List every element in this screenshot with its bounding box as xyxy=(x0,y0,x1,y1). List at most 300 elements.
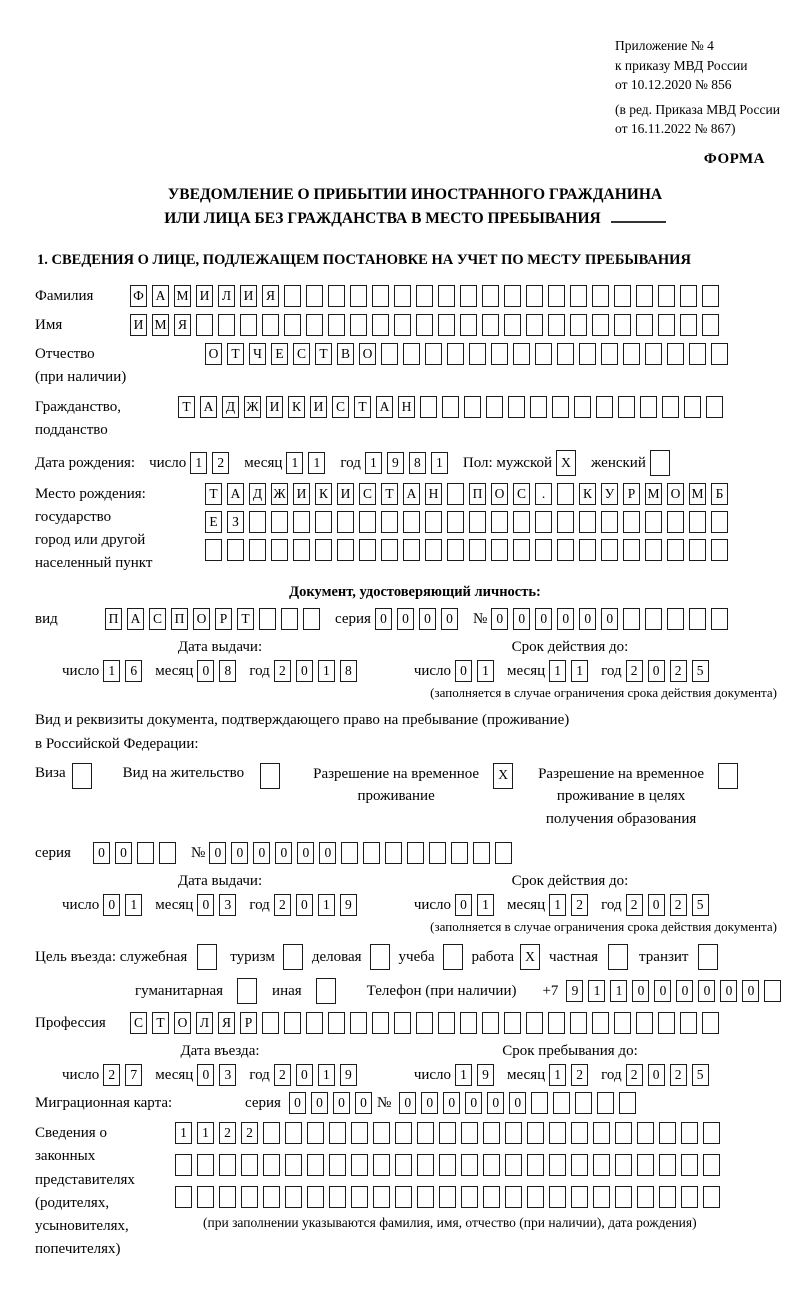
char-cell[interactable] xyxy=(505,1154,522,1176)
char-cell[interactable] xyxy=(680,314,697,336)
char-cell[interactable]: 0 xyxy=(311,1092,328,1114)
patronymic-cells[interactable] xyxy=(205,343,733,365)
char-cell[interactable] xyxy=(548,314,565,336)
char-cell[interactable] xyxy=(549,1154,566,1176)
char-cell[interactable] xyxy=(571,1154,588,1176)
permit-expiry-year-cells[interactable] xyxy=(626,894,714,916)
birth-month-cells[interactable] xyxy=(286,452,330,474)
char-cell[interactable] xyxy=(658,314,675,336)
char-cell[interactable]: 1 xyxy=(431,452,448,474)
char-cell[interactable]: 8 xyxy=(409,452,426,474)
char-cell[interactable] xyxy=(395,1186,412,1208)
char-cell[interactable]: И xyxy=(293,483,310,505)
char-cell[interactable] xyxy=(491,511,508,533)
char-cell[interactable] xyxy=(359,539,376,561)
char-cell[interactable] xyxy=(508,396,525,418)
lastname-cells[interactable] xyxy=(130,285,724,307)
char-cell[interactable] xyxy=(570,314,587,336)
char-cell[interactable] xyxy=(645,511,662,533)
char-cell[interactable]: 0 xyxy=(253,842,270,864)
char-cell[interactable] xyxy=(614,314,631,336)
char-cell[interactable] xyxy=(614,1012,631,1034)
char-cell[interactable]: 1 xyxy=(103,660,120,682)
char-cell[interactable]: О xyxy=(667,483,684,505)
permit-expiry-day-cells[interactable] xyxy=(455,894,499,916)
char-cell[interactable] xyxy=(623,511,640,533)
char-cell[interactable] xyxy=(370,944,390,970)
char-cell[interactable] xyxy=(557,483,574,505)
char-cell[interactable]: О xyxy=(193,608,210,630)
permit-number-cells[interactable] xyxy=(209,842,517,864)
char-cell[interactable] xyxy=(702,314,719,336)
purpose-private-checkbox[interactable] xyxy=(608,944,633,970)
char-cell[interactable]: 0 xyxy=(197,894,214,916)
char-cell[interactable] xyxy=(667,539,684,561)
stay-day-cells[interactable] xyxy=(455,1064,499,1086)
char-cell[interactable] xyxy=(593,1122,610,1144)
char-cell[interactable]: 0 xyxy=(103,894,120,916)
char-cell[interactable] xyxy=(385,842,402,864)
char-cell[interactable]: 1 xyxy=(308,452,325,474)
char-cell[interactable] xyxy=(469,511,486,533)
char-cell[interactable]: Т xyxy=(237,608,254,630)
purpose-business-checkbox[interactable] xyxy=(370,944,395,970)
char-cell[interactable]: 2 xyxy=(626,1064,643,1086)
char-cell[interactable]: И xyxy=(337,483,354,505)
char-cell[interactable]: 0 xyxy=(465,1092,482,1114)
char-cell[interactable]: П xyxy=(105,608,122,630)
char-cell[interactable]: К xyxy=(579,483,596,505)
char-cell[interactable] xyxy=(72,763,92,789)
char-cell[interactable]: А xyxy=(403,483,420,505)
phone-cells[interactable] xyxy=(566,980,786,1002)
char-cell[interactable]: Р xyxy=(215,608,232,630)
char-cell[interactable] xyxy=(407,842,424,864)
char-cell[interactable] xyxy=(451,842,468,864)
char-cell[interactable] xyxy=(636,314,653,336)
char-cell[interactable] xyxy=(702,285,719,307)
char-cell[interactable] xyxy=(447,483,464,505)
char-cell[interactable]: 0 xyxy=(648,1064,665,1086)
char-cell[interactable] xyxy=(505,1186,522,1208)
char-cell[interactable] xyxy=(592,285,609,307)
char-cell[interactable] xyxy=(417,1154,434,1176)
char-cell[interactable] xyxy=(681,1122,698,1144)
char-cell[interactable] xyxy=(601,343,618,365)
char-cell[interactable]: 0 xyxy=(676,980,693,1002)
sex-female-checkbox[interactable] xyxy=(650,450,675,476)
char-cell[interactable]: Я xyxy=(262,285,279,307)
char-cell[interactable] xyxy=(438,1012,455,1034)
char-cell[interactable]: 0 xyxy=(197,660,214,682)
char-cell[interactable] xyxy=(306,314,323,336)
char-cell[interactable] xyxy=(439,1122,456,1144)
char-cell[interactable]: М xyxy=(152,314,169,336)
char-cell[interactable]: 1 xyxy=(318,1064,335,1086)
char-cell[interactable] xyxy=(262,1012,279,1034)
char-cell[interactable]: 2 xyxy=(626,660,643,682)
char-cell[interactable] xyxy=(394,1012,411,1034)
char-cell[interactable] xyxy=(284,285,301,307)
char-cell[interactable] xyxy=(571,1122,588,1144)
char-cell[interactable] xyxy=(718,763,738,789)
birthplace-cells-row1[interactable] xyxy=(205,483,733,505)
char-cell[interactable] xyxy=(241,1154,258,1176)
char-cell[interactable]: 1 xyxy=(197,1122,214,1144)
firstname-cells[interactable] xyxy=(130,314,724,336)
char-cell[interactable] xyxy=(608,944,628,970)
char-cell[interactable]: К xyxy=(288,396,305,418)
char-cell[interactable] xyxy=(394,314,411,336)
char-cell[interactable] xyxy=(363,842,380,864)
char-cell[interactable] xyxy=(684,396,701,418)
char-cell[interactable] xyxy=(307,1186,324,1208)
char-cell[interactable] xyxy=(372,314,389,336)
birthplace-cells-row3[interactable] xyxy=(205,539,733,561)
char-cell[interactable] xyxy=(443,944,463,970)
char-cell[interactable]: С xyxy=(332,396,349,418)
char-cell[interactable]: . xyxy=(535,483,552,505)
char-cell[interactable]: 1 xyxy=(455,1064,472,1086)
stay-year-cells[interactable] xyxy=(626,1064,714,1086)
char-cell[interactable] xyxy=(505,1122,522,1144)
char-cell[interactable]: Т xyxy=(152,1012,169,1034)
char-cell[interactable] xyxy=(447,539,464,561)
char-cell[interactable] xyxy=(553,1092,570,1114)
char-cell[interactable] xyxy=(711,608,728,630)
char-cell[interactable] xyxy=(328,285,345,307)
char-cell[interactable]: 0 xyxy=(399,1092,416,1114)
char-cell[interactable] xyxy=(429,842,446,864)
char-cell[interactable]: Е xyxy=(205,511,222,533)
sex-male-checkbox[interactable] xyxy=(556,450,581,476)
char-cell[interactable] xyxy=(372,285,389,307)
permit-issue-month-cells[interactable] xyxy=(197,894,241,916)
stay-month-cells[interactable] xyxy=(549,1064,593,1086)
char-cell[interactable] xyxy=(259,608,276,630)
char-cell[interactable] xyxy=(473,842,490,864)
char-cell[interactable] xyxy=(420,396,437,418)
char-cell[interactable] xyxy=(574,396,591,418)
char-cell[interactable] xyxy=(579,539,596,561)
char-cell[interactable]: 2 xyxy=(670,894,687,916)
char-cell[interactable]: 3 xyxy=(219,894,236,916)
char-cell[interactable]: Н xyxy=(425,483,442,505)
char-cell[interactable]: 0 xyxy=(296,894,313,916)
char-cell[interactable] xyxy=(615,1186,632,1208)
char-cell[interactable] xyxy=(645,343,662,365)
char-cell[interactable] xyxy=(237,978,257,1004)
char-cell[interactable] xyxy=(495,842,512,864)
char-cell[interactable] xyxy=(271,511,288,533)
char-cell[interactable]: 0 xyxy=(296,1064,313,1086)
char-cell[interactable] xyxy=(328,1012,345,1034)
char-cell[interactable] xyxy=(504,1012,521,1034)
char-cell[interactable]: 2 xyxy=(571,894,588,916)
char-cell[interactable]: 9 xyxy=(340,1064,357,1086)
char-cell[interactable] xyxy=(227,539,244,561)
char-cell[interactable]: 1 xyxy=(549,894,566,916)
char-cell[interactable] xyxy=(706,396,723,418)
char-cell[interactable]: Б xyxy=(711,483,728,505)
char-cell[interactable] xyxy=(271,539,288,561)
char-cell[interactable]: 0 xyxy=(231,842,248,864)
char-cell[interactable]: 0 xyxy=(93,842,110,864)
mig-series-cells[interactable] xyxy=(289,1092,377,1114)
char-cell[interactable] xyxy=(328,314,345,336)
char-cell[interactable] xyxy=(703,1122,720,1144)
char-cell[interactable] xyxy=(249,539,266,561)
char-cell[interactable]: Т xyxy=(315,343,332,365)
char-cell[interactable] xyxy=(175,1186,192,1208)
char-cell[interactable] xyxy=(341,842,358,864)
char-cell[interactable] xyxy=(425,343,442,365)
char-cell[interactable] xyxy=(689,343,706,365)
char-cell[interactable] xyxy=(447,343,464,365)
char-cell[interactable]: 0 xyxy=(375,608,392,630)
char-cell[interactable] xyxy=(337,511,354,533)
char-cell[interactable] xyxy=(658,1012,675,1034)
char-cell[interactable]: 2 xyxy=(241,1122,258,1144)
char-cell[interactable] xyxy=(703,1154,720,1176)
char-cell[interactable] xyxy=(316,978,336,1004)
char-cell[interactable]: Т xyxy=(205,483,222,505)
char-cell[interactable] xyxy=(425,511,442,533)
char-cell[interactable] xyxy=(680,1012,697,1034)
char-cell[interactable] xyxy=(417,1122,434,1144)
char-cell[interactable] xyxy=(527,1122,544,1144)
char-cell[interactable]: 2 xyxy=(103,1064,120,1086)
char-cell[interactable]: И xyxy=(130,314,147,336)
char-cell[interactable]: 0 xyxy=(289,1092,306,1114)
char-cell[interactable]: Я xyxy=(174,314,191,336)
char-cell[interactable] xyxy=(381,511,398,533)
char-cell[interactable]: З xyxy=(227,511,244,533)
visa-checkbox[interactable] xyxy=(72,763,97,789)
char-cell[interactable] xyxy=(681,1154,698,1176)
char-cell[interactable]: 1 xyxy=(365,452,382,474)
birthplace-cells-row2[interactable] xyxy=(205,511,733,533)
char-cell[interactable] xyxy=(263,1154,280,1176)
char-cell[interactable]: X xyxy=(520,944,540,970)
doc-expiry-year-cells[interactable] xyxy=(626,660,714,682)
char-cell[interactable]: 2 xyxy=(274,894,291,916)
char-cell[interactable] xyxy=(548,1012,565,1034)
char-cell[interactable] xyxy=(667,511,684,533)
char-cell[interactable] xyxy=(513,511,530,533)
char-cell[interactable]: О xyxy=(359,343,376,365)
char-cell[interactable] xyxy=(615,1122,632,1144)
char-cell[interactable] xyxy=(285,1186,302,1208)
char-cell[interactable] xyxy=(306,285,323,307)
entry-day-cells[interactable] xyxy=(103,1064,147,1086)
char-cell[interactable] xyxy=(460,314,477,336)
char-cell[interactable]: 0 xyxy=(209,842,226,864)
char-cell[interactable] xyxy=(293,539,310,561)
char-cell[interactable]: 1 xyxy=(588,980,605,1002)
char-cell[interactable]: А xyxy=(152,285,169,307)
char-cell[interactable] xyxy=(662,396,679,418)
char-cell[interactable]: 9 xyxy=(340,894,357,916)
purpose-other-checkbox[interactable] xyxy=(316,978,341,1004)
char-cell[interactable] xyxy=(373,1186,390,1208)
char-cell[interactable]: 0 xyxy=(443,1092,460,1114)
char-cell[interactable] xyxy=(504,285,521,307)
char-cell[interactable]: М xyxy=(174,285,191,307)
char-cell[interactable]: Р xyxy=(623,483,640,505)
char-cell[interactable] xyxy=(197,1154,214,1176)
char-cell[interactable] xyxy=(623,343,640,365)
char-cell[interactable]: 5 xyxy=(692,660,709,682)
char-cell[interactable] xyxy=(205,539,222,561)
char-cell[interactable]: 1 xyxy=(477,894,494,916)
char-cell[interactable]: 0 xyxy=(742,980,759,1002)
edu-permit-checkbox[interactable] xyxy=(718,763,743,789)
char-cell[interactable] xyxy=(711,343,728,365)
char-cell[interactable]: В xyxy=(337,343,354,365)
char-cell[interactable]: 0 xyxy=(115,842,132,864)
char-cell[interactable]: Е xyxy=(271,343,288,365)
char-cell[interactable]: 2 xyxy=(670,660,687,682)
char-cell[interactable] xyxy=(659,1122,676,1144)
char-cell[interactable] xyxy=(486,396,503,418)
char-cell[interactable] xyxy=(351,1154,368,1176)
char-cell[interactable]: 3 xyxy=(219,1064,236,1086)
char-cell[interactable] xyxy=(461,1186,478,1208)
residence-permit-checkbox[interactable] xyxy=(260,763,285,789)
char-cell[interactable] xyxy=(527,1154,544,1176)
char-cell[interactable] xyxy=(592,314,609,336)
char-cell[interactable] xyxy=(689,608,706,630)
char-cell[interactable] xyxy=(575,1092,592,1114)
char-cell[interactable] xyxy=(293,511,310,533)
char-cell[interactable]: 0 xyxy=(698,980,715,1002)
char-cell[interactable]: 2 xyxy=(274,660,291,682)
char-cell[interactable] xyxy=(394,285,411,307)
char-cell[interactable] xyxy=(439,1186,456,1208)
char-cell[interactable]: К xyxy=(315,483,332,505)
char-cell[interactable]: 2 xyxy=(626,894,643,916)
char-cell[interactable] xyxy=(438,285,455,307)
char-cell[interactable] xyxy=(249,511,266,533)
char-cell[interactable] xyxy=(658,285,675,307)
char-cell[interactable]: Ж xyxy=(271,483,288,505)
char-cell[interactable] xyxy=(381,343,398,365)
char-cell[interactable] xyxy=(403,511,420,533)
char-cell[interactable]: 1 xyxy=(318,660,335,682)
char-cell[interactable]: Л xyxy=(218,285,235,307)
char-cell[interactable]: 2 xyxy=(219,1122,236,1144)
char-cell[interactable] xyxy=(403,343,420,365)
char-cell[interactable] xyxy=(482,1012,499,1034)
char-cell[interactable] xyxy=(504,314,521,336)
char-cell[interactable] xyxy=(535,539,552,561)
char-cell[interactable]: 0 xyxy=(333,1092,350,1114)
char-cell[interactable] xyxy=(596,396,613,418)
char-cell[interactable]: О xyxy=(491,483,508,505)
birth-day-cells[interactable] xyxy=(190,452,234,474)
char-cell[interactable]: 1 xyxy=(549,660,566,682)
char-cell[interactable] xyxy=(659,1154,676,1176)
char-cell[interactable]: 0 xyxy=(455,894,472,916)
char-cell[interactable] xyxy=(681,1186,698,1208)
char-cell[interactable]: И xyxy=(196,285,213,307)
char-cell[interactable]: 9 xyxy=(387,452,404,474)
char-cell[interactable]: А xyxy=(376,396,393,418)
char-cell[interactable] xyxy=(219,1154,236,1176)
char-cell[interactable]: Т xyxy=(381,483,398,505)
char-cell[interactable] xyxy=(570,285,587,307)
mig-number-cells[interactable] xyxy=(399,1092,641,1114)
char-cell[interactable] xyxy=(615,1154,632,1176)
char-cell[interactable] xyxy=(549,1122,566,1144)
char-cell[interactable]: 2 xyxy=(670,1064,687,1086)
purpose-transit-checkbox[interactable] xyxy=(698,944,723,970)
char-cell[interactable] xyxy=(513,343,530,365)
char-cell[interactable]: 2 xyxy=(212,452,229,474)
char-cell[interactable] xyxy=(526,285,543,307)
char-cell[interactable] xyxy=(350,285,367,307)
char-cell[interactable] xyxy=(548,285,565,307)
char-cell[interactable]: 2 xyxy=(571,1064,588,1086)
char-cell[interactable]: 0 xyxy=(535,608,552,630)
purpose-official-checkbox[interactable] xyxy=(197,944,222,970)
char-cell[interactable] xyxy=(483,1122,500,1144)
char-cell[interactable]: С xyxy=(130,1012,147,1034)
temp-permit-checkbox[interactable] xyxy=(493,763,518,789)
char-cell[interactable] xyxy=(570,1012,587,1034)
char-cell[interactable]: 1 xyxy=(318,894,335,916)
char-cell[interactable] xyxy=(698,944,718,970)
char-cell[interactable] xyxy=(571,1186,588,1208)
char-cell[interactable]: 2 xyxy=(274,1064,291,1086)
char-cell[interactable] xyxy=(262,314,279,336)
char-cell[interactable] xyxy=(667,608,684,630)
char-cell[interactable]: М xyxy=(645,483,662,505)
char-cell[interactable]: М xyxy=(689,483,706,505)
char-cell[interactable] xyxy=(315,511,332,533)
char-cell[interactable] xyxy=(614,285,631,307)
char-cell[interactable] xyxy=(403,539,420,561)
char-cell[interactable] xyxy=(552,396,569,418)
char-cell[interactable]: 9 xyxy=(566,980,583,1002)
char-cell[interactable]: С xyxy=(513,483,530,505)
char-cell[interactable] xyxy=(241,1186,258,1208)
char-cell[interactable] xyxy=(689,511,706,533)
char-cell[interactable] xyxy=(285,1122,302,1144)
char-cell[interactable]: Ч xyxy=(249,343,266,365)
char-cell[interactable] xyxy=(469,539,486,561)
char-cell[interactable]: 1 xyxy=(286,452,303,474)
representatives-cells-row2[interactable] xyxy=(175,1154,725,1176)
char-cell[interactable] xyxy=(557,511,574,533)
permit-issue-year-cells[interactable] xyxy=(274,894,362,916)
char-cell[interactable]: 1 xyxy=(610,980,627,1002)
char-cell[interactable]: 0 xyxy=(421,1092,438,1114)
char-cell[interactable] xyxy=(597,1092,614,1114)
char-cell[interactable] xyxy=(460,1012,477,1034)
char-cell[interactable] xyxy=(417,1186,434,1208)
char-cell[interactable] xyxy=(530,396,547,418)
entry-year-cells[interactable] xyxy=(274,1064,362,1086)
char-cell[interactable] xyxy=(680,285,697,307)
char-cell[interactable]: 1 xyxy=(477,660,494,682)
char-cell[interactable] xyxy=(579,343,596,365)
char-cell[interactable]: 6 xyxy=(125,660,142,682)
char-cell[interactable] xyxy=(549,1186,566,1208)
char-cell[interactable] xyxy=(260,763,280,789)
char-cell[interactable] xyxy=(263,1186,280,1208)
